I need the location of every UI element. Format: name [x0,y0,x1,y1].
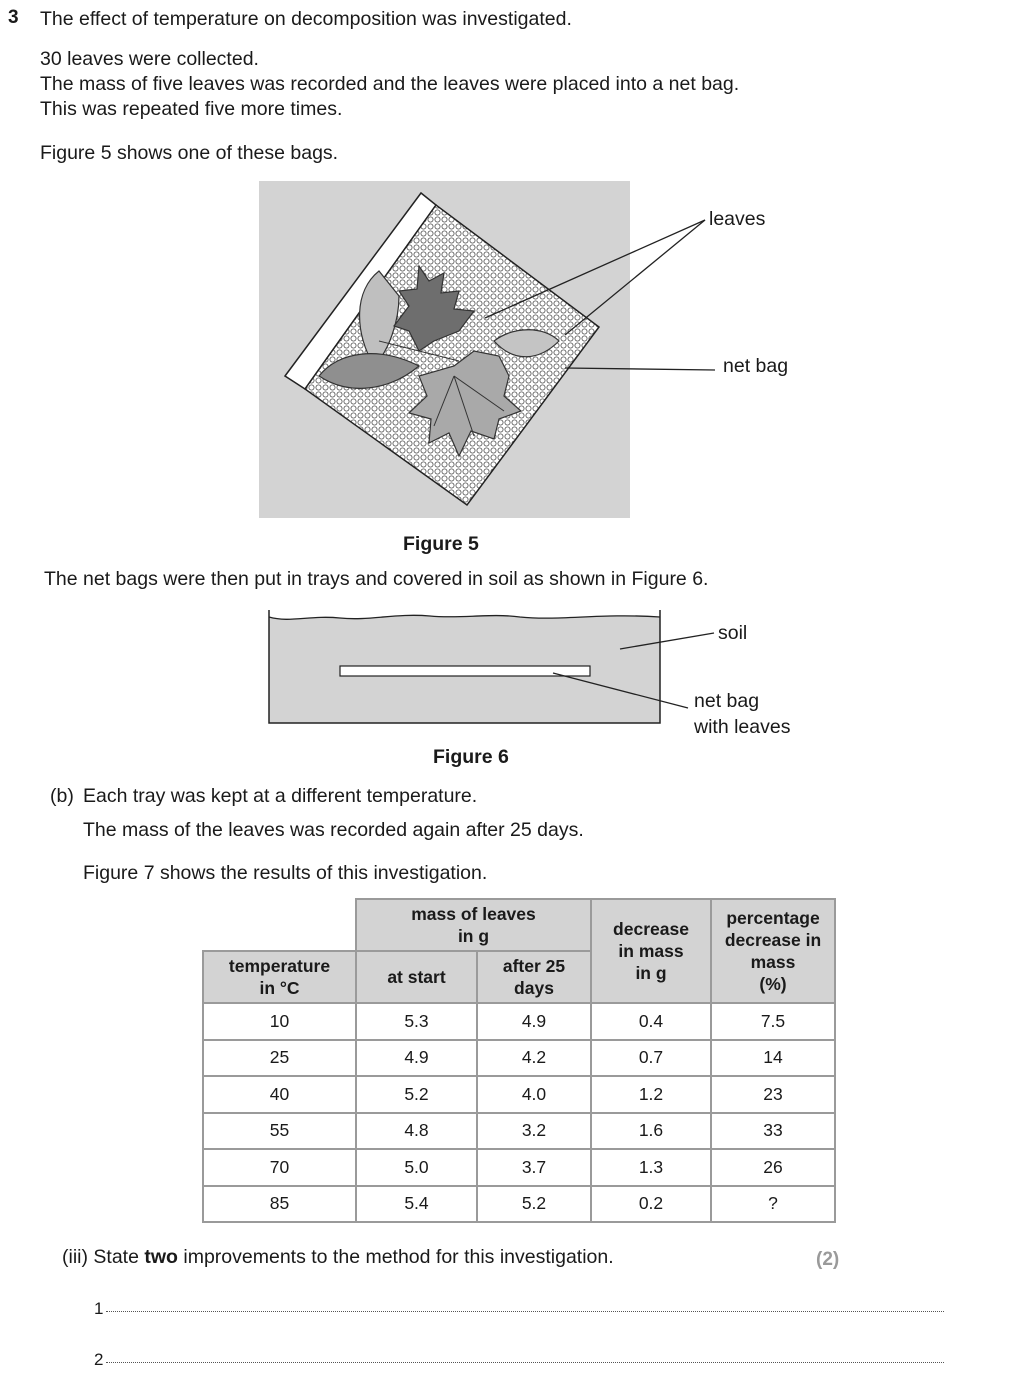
cell-decrease: 0.4 [591,1003,711,1040]
header-pct-line-3: mass [750,952,796,972]
cell-percentage: 14 [711,1040,835,1077]
label-net-bag-with-leaves-1: net bag [694,690,760,712]
cell-mass-start: 5.0 [356,1149,477,1186]
cell-mass-start: 5.4 [356,1186,477,1223]
table-row [203,1003,835,1040]
cell-mass-start: 4.8 [356,1113,477,1150]
figure7-reference: Figure 7 shows the results of this investigation. [83,862,488,884]
intro-line-1: 30 leaves were collected. [40,48,259,70]
header-pct-line-1: percentage [726,908,820,928]
cell-mass-start: 5.2 [356,1076,477,1113]
cell-percentage: 26 [711,1149,835,1186]
table-row [203,1186,835,1223]
question-number: 3 [8,7,19,28]
cell-temperature: 85 [203,1186,356,1223]
table-corner-blank [203,899,356,951]
table-row [203,1113,835,1150]
label-net-bag: net bag [723,355,789,377]
header-temperature [203,951,356,1003]
part-iii-text-before: State [93,1246,139,1268]
header-after-line-2: days [514,978,554,998]
answer-line-1[interactable] [106,1311,944,1312]
header-decrease-line-3: in g [635,963,667,983]
marks-badge: (2) [816,1249,840,1270]
header-mass-of-leaves [356,899,591,951]
cell-percentage: 7.5 [711,1003,835,1040]
header-mass-line-2: in g [457,926,490,946]
header-pct-line-4: (%) [759,974,787,994]
header-decrease-line-2: in mass [618,941,684,961]
part-iii-text-after: improvements to the method for this investigation. [183,1246,614,1268]
part-b-label: (b) [50,785,74,807]
intro-line-2: The mass of five leaves was recorded and the leaves were placed into a net bag. [40,73,740,95]
cell-temperature: 70 [203,1149,356,1186]
cell-temperature: 55 [203,1113,356,1150]
part-iii-text-bold: two [144,1246,178,1268]
cell-decrease: 1.2 [591,1076,711,1113]
cell-temperature: 25 [203,1040,356,1077]
header-after-line-1: after 25 [502,956,566,976]
cell-decrease: 0.2 [591,1186,711,1223]
figure5-leader-lines [0,0,1030,560]
cell-percentage: ? [711,1186,835,1223]
figure6-leader-lines [0,600,1030,740]
label-net-bag-with-leaves-2: with leaves [694,716,791,738]
cell-mass-start: 5.3 [356,1003,477,1040]
cell-decrease: 1.3 [591,1149,711,1186]
header-percentage [711,899,835,1003]
header-after-25-days [477,951,591,1003]
answer-label-2: 2 [94,1350,104,1369]
cell-decrease: 1.6 [591,1113,711,1150]
part-b-line-1: Each tray was kept at a different temperature. [83,785,478,807]
cell-mass-after: 5.2 [477,1186,591,1223]
question-intro: The effect of temperature on decomposition was investigated. [40,8,572,30]
answer-line-2[interactable] [106,1362,944,1363]
table-row [203,1149,835,1186]
part-b-line-2: The mass of the leaves was recorded again after 25 days. [83,819,584,841]
cell-percentage: 23 [711,1076,835,1113]
label-leaves: leaves [709,208,766,230]
header-pct-line-2: decrease in [724,930,822,950]
figure6-caption: Figure 6 [433,746,509,768]
header-temp-line-1: temperature [228,956,331,976]
answer-label-1: 1 [94,1299,104,1318]
cell-percentage: 33 [711,1113,835,1150]
cell-mass-start: 4.9 [356,1040,477,1077]
cell-mass-after: 4.2 [477,1040,591,1077]
header-decrease-line-1: decrease [613,919,689,939]
cell-mass-after: 3.7 [477,1149,591,1186]
cell-decrease: 0.7 [591,1040,711,1077]
cell-temperature: 10 [203,1003,356,1040]
cell-temperature: 40 [203,1076,356,1113]
figure5-reference: Figure 5 shows one of these bags. [40,142,339,164]
table-row [203,1040,835,1077]
cell-mass-after: 4.9 [477,1003,591,1040]
header-at-start: at start [356,951,477,1003]
cell-mass-after: 4.0 [477,1076,591,1113]
figure5-caption: Figure 5 [403,533,479,555]
header-mass-line-1: mass of leaves [411,904,536,924]
part-iii-question [62,1245,614,1270]
trays-description: The net bags were then put in trays and covered in soil as shown in Figure 6. [44,568,709,590]
header-temp-line-2: in °C [259,978,300,998]
label-soil: soil [718,622,748,644]
table-row [203,1076,835,1113]
results-table [202,898,836,1223]
intro-line-3: This was repeated five more times. [40,98,343,120]
part-iii-label: (iii) [62,1246,88,1268]
header-decrease [591,899,711,1003]
cell-mass-after: 3.2 [477,1113,591,1150]
